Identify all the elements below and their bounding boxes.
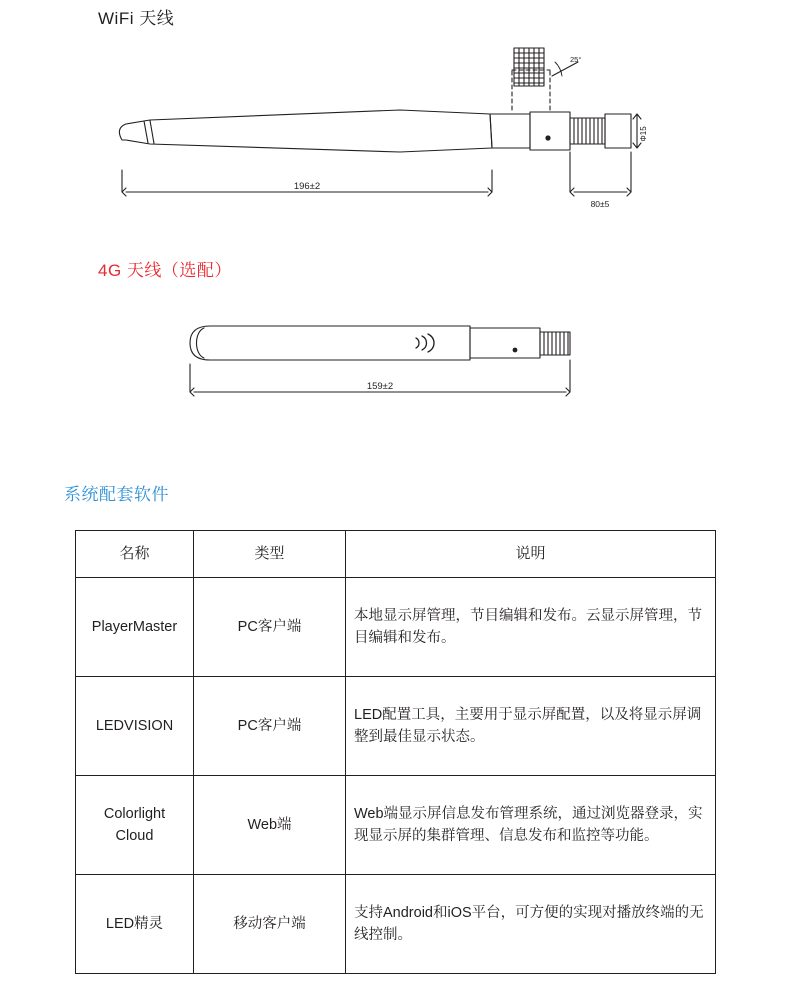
wifi-connector-dimension: 80±5 bbox=[590, 199, 610, 209]
wifi-antenna-heading: WiFi 天线 bbox=[98, 9, 175, 28]
table-row bbox=[76, 677, 716, 776]
cell-name: Colorlight Cloud bbox=[76, 776, 194, 875]
column-header-type: 类型 bbox=[194, 531, 346, 578]
cell-type: PC客户端 bbox=[194, 677, 346, 776]
fourg-antenna-drawing bbox=[170, 300, 630, 420]
cell-type: PC客户端 bbox=[194, 578, 346, 677]
wifi-antenna-drawing bbox=[100, 40, 680, 240]
cell-name: LEDVISION bbox=[76, 677, 194, 776]
wifi-diameter-dimension: Φ15 bbox=[639, 126, 648, 142]
column-header-name: 名称 bbox=[76, 531, 194, 578]
cell-desc: LED配置工具，主要用于显示屏配置，以及将显示屏调整到最佳显示状态。 bbox=[346, 677, 716, 776]
cell-name: PlayerMaster bbox=[76, 578, 194, 677]
cell-name: LED精灵 bbox=[76, 875, 194, 974]
cell-desc: 本地显示屏管理，节目编辑和发布。云显示屏管理，节目编辑和发布。 bbox=[346, 578, 716, 677]
column-header-desc: 说明 bbox=[346, 531, 716, 578]
table-row bbox=[76, 875, 716, 974]
wifi-angle-dimension: 25° bbox=[570, 55, 582, 64]
cell-type: 移动客户端 bbox=[194, 875, 346, 974]
fourg-antenna-heading: 4G 天线（选配） bbox=[98, 261, 232, 280]
software-table bbox=[75, 530, 716, 974]
software-table-container bbox=[75, 530, 715, 974]
cell-desc: 支持Android和iOS平台，可方便的实现对播放终端的无线控制。 bbox=[346, 875, 716, 974]
table-row bbox=[76, 776, 716, 875]
table-row bbox=[76, 578, 716, 677]
fourg-length-dimension: 159±2 bbox=[366, 381, 394, 392]
software-section-heading: 系统配套软件 bbox=[64, 485, 169, 504]
cell-desc: Web端显示屏信息发布管理系统，通过浏览器登录，实现显示屏的集群管理、信息发布和监控等功能。 bbox=[346, 776, 716, 875]
cell-type: Web端 bbox=[194, 776, 346, 875]
wifi-length-dimension: 196±2 bbox=[293, 181, 321, 192]
table-header-row bbox=[76, 531, 716, 578]
